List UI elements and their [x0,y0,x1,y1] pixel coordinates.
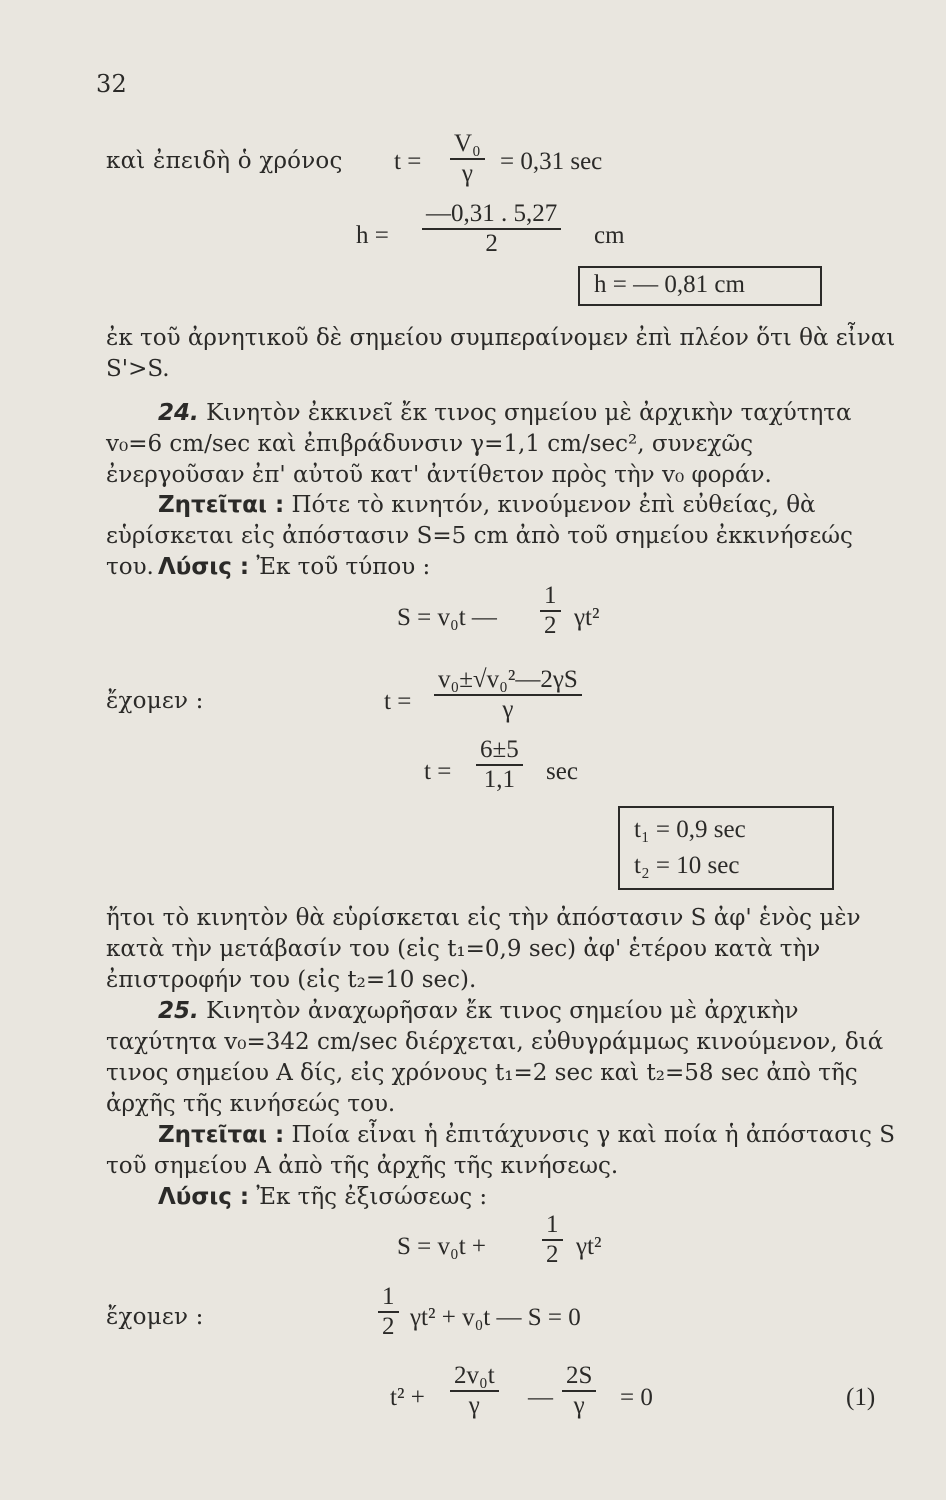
problem-24-solution [106,552,896,583]
conclusion-1: ἐκ τοῦ ἀρνητικοῦ δὲ σημείου συμπεραίνομεν ἐπὶ πλέον ὅτι θὰ εἶναι S'>S. [106,325,896,382]
t-numerator: V₀ [454,130,481,157]
problem-25-solution [106,1182,896,1213]
h-denominator: 2 [422,228,561,258]
p24-t2-fraction [476,736,523,794]
p25-s-denominator: 2 [542,1239,563,1269]
p24-t2-result: t₂ = 10 sec [634,852,740,879]
h-fraction [422,200,561,258]
p24-s-denominator: 2 [540,610,561,640]
p25-e1-numerator: 1 [382,1283,395,1310]
h-unit: cm [594,222,625,249]
h-numerator: —0,31 . 5,27 [426,200,558,227]
p25-e1-tail: γt² + v₀t — S = 0 [410,1304,581,1331]
problem-24-number: 24. [158,400,199,426]
h-result-box [578,266,822,306]
p25-s-equation: S = v₀t + [397,1233,487,1260]
p25-e2-fraction-1 [450,1362,499,1420]
p25-s-numerator: 1 [546,1211,559,1238]
p25-e2-minus: — [528,1384,553,1411]
p25-e1-fraction [378,1283,399,1341]
p25-e2-fraction-2 [562,1362,596,1420]
p25-e2-tail: = 0 [620,1384,653,1411]
problem-24-solution-text: Ἐκ τοῦ τύπου : [256,554,431,580]
p24-t2-unit: sec [546,758,578,785]
t-equals: t = [394,148,422,175]
p24-t2-equals: t = [424,758,452,785]
p24-t2-denominator: 1,1 [476,764,523,794]
problem-25-solution-label: Λύσις : [158,1184,250,1210]
p25-e2-numerator-1: 2v₀t [454,1362,495,1389]
p24-t-numerator: v₀±√v₀²—2γS [438,666,578,693]
t-result: = 0,31 sec [500,148,603,175]
problem-25-sought [106,1120,896,1182]
problem-25-text: Κινητὸν ἀναχωρῆσαν ἔκ τινος σημείου μὲ ἀρχικὴν ταχύτητα v₀=342 cm/sec διέρχεται, εὐθυγράμμως κινούμενον, διά τινος σημείου Α δίς, εἰς χρόνους t₁=2 sec καὶ t₂=58 sec ἀπὸ τῆς ἀρχῆς τῆς κινήσεώς του. [106,998,884,1117]
problem-24-conclusion: ἤτοι τὸ κινητὸν θὰ εὑρίσκεται εἰς τὴν ἀπόστασιν S ἀφ' ἑνὸς μὲν κατὰ τὴν μετάβασίν του (εἰς t₁=0,9 sec) ἀφ' ἑτέρου κατὰ τὴν ἐπιστροφήν του (εἰς t₂=10 sec). [106,905,861,993]
p24-t2-numerator: 6±5 [480,736,519,763]
problem-24-statement [106,398,896,491]
h-result: h = — 0,81 cm [594,271,745,298]
p24-result-box [618,806,834,890]
p25-e1-denominator: 2 [378,1311,399,1341]
p24-s-fraction [540,582,561,640]
p25-e2-numerator-2: 2S [566,1362,593,1389]
p25-e2-head: t² + [390,1384,425,1411]
p25-s-fraction [542,1211,563,1269]
problem-24-sought-text: Πότε τὸ κινητόν, κινούμενον ἐπὶ εὐθείας, θὰ εὑρίσκεται εἰς ἀπόστασιν S=5 cm ἀπὸ τοῦ σημείου ἐκκινήσεώς του. [106,492,853,580]
problem-25-sought-label: Ζητεῖται : [158,1122,285,1148]
p24-t1-result: t₁ = 0,9 sec [634,816,746,843]
t-denominator: γ [450,158,485,188]
problem-24-text: Κινητὸν ἐκκινεῖ ἔκ τινος σημείου μὲ ἀρχικὴν ταχύτητα v₀=6 cm/sec καὶ ἐπιβράδυνσιν γ=1,1 cm/sec², συνεχῶς ἐνεργοῦσαν ἐπ' αὐτοῦ κατ' ἀντίθετον πρὸς τὴν v₀ φοράν. [106,400,852,488]
p24-we-have: ἔχομεν : [106,688,204,714]
intro-text: καὶ ἐπειδὴ ὁ χρόνος [106,148,343,174]
problem-25-statement [106,996,896,1120]
h-equals: h = [356,222,389,249]
p25-s-tail: γt² [576,1233,602,1260]
p24-s-numerator: 1 [544,582,557,609]
p24-t-denominator: γ [434,694,582,724]
problem-25-solution-text: Ἐκ τῆς ἐξισώσεως : [256,1184,488,1210]
p24-s-tail: γt² [574,604,600,631]
p24-s-equation: S = v₀t — [397,604,497,631]
p25-e2-denominator-1: γ [450,1390,499,1420]
p24-t-fraction [434,666,582,724]
problem-25-sought-text: Ποία εἶναι ἡ ἐπιτάχυνσις γ καὶ ποία ἡ ἀπόστασις S τοῦ σημείου Α ἀπὸ τῆς ἀρχῆς τῆς κινήσεως. [106,1122,895,1179]
problem-25-number: 25. [158,998,199,1024]
p25-we-have: ἔχομεν : [106,1304,204,1330]
p25-e2-denominator-2: γ [562,1390,596,1420]
p24-t-equals: t = [384,688,412,715]
p25-equation-label: (1) [846,1384,876,1411]
page-number: 32 [96,70,127,98]
problem-24-sought-label: Ζητεῖται : [158,492,285,518]
t-fraction [450,130,485,188]
problem-24-solution-label: Λύσις : [158,554,250,580]
